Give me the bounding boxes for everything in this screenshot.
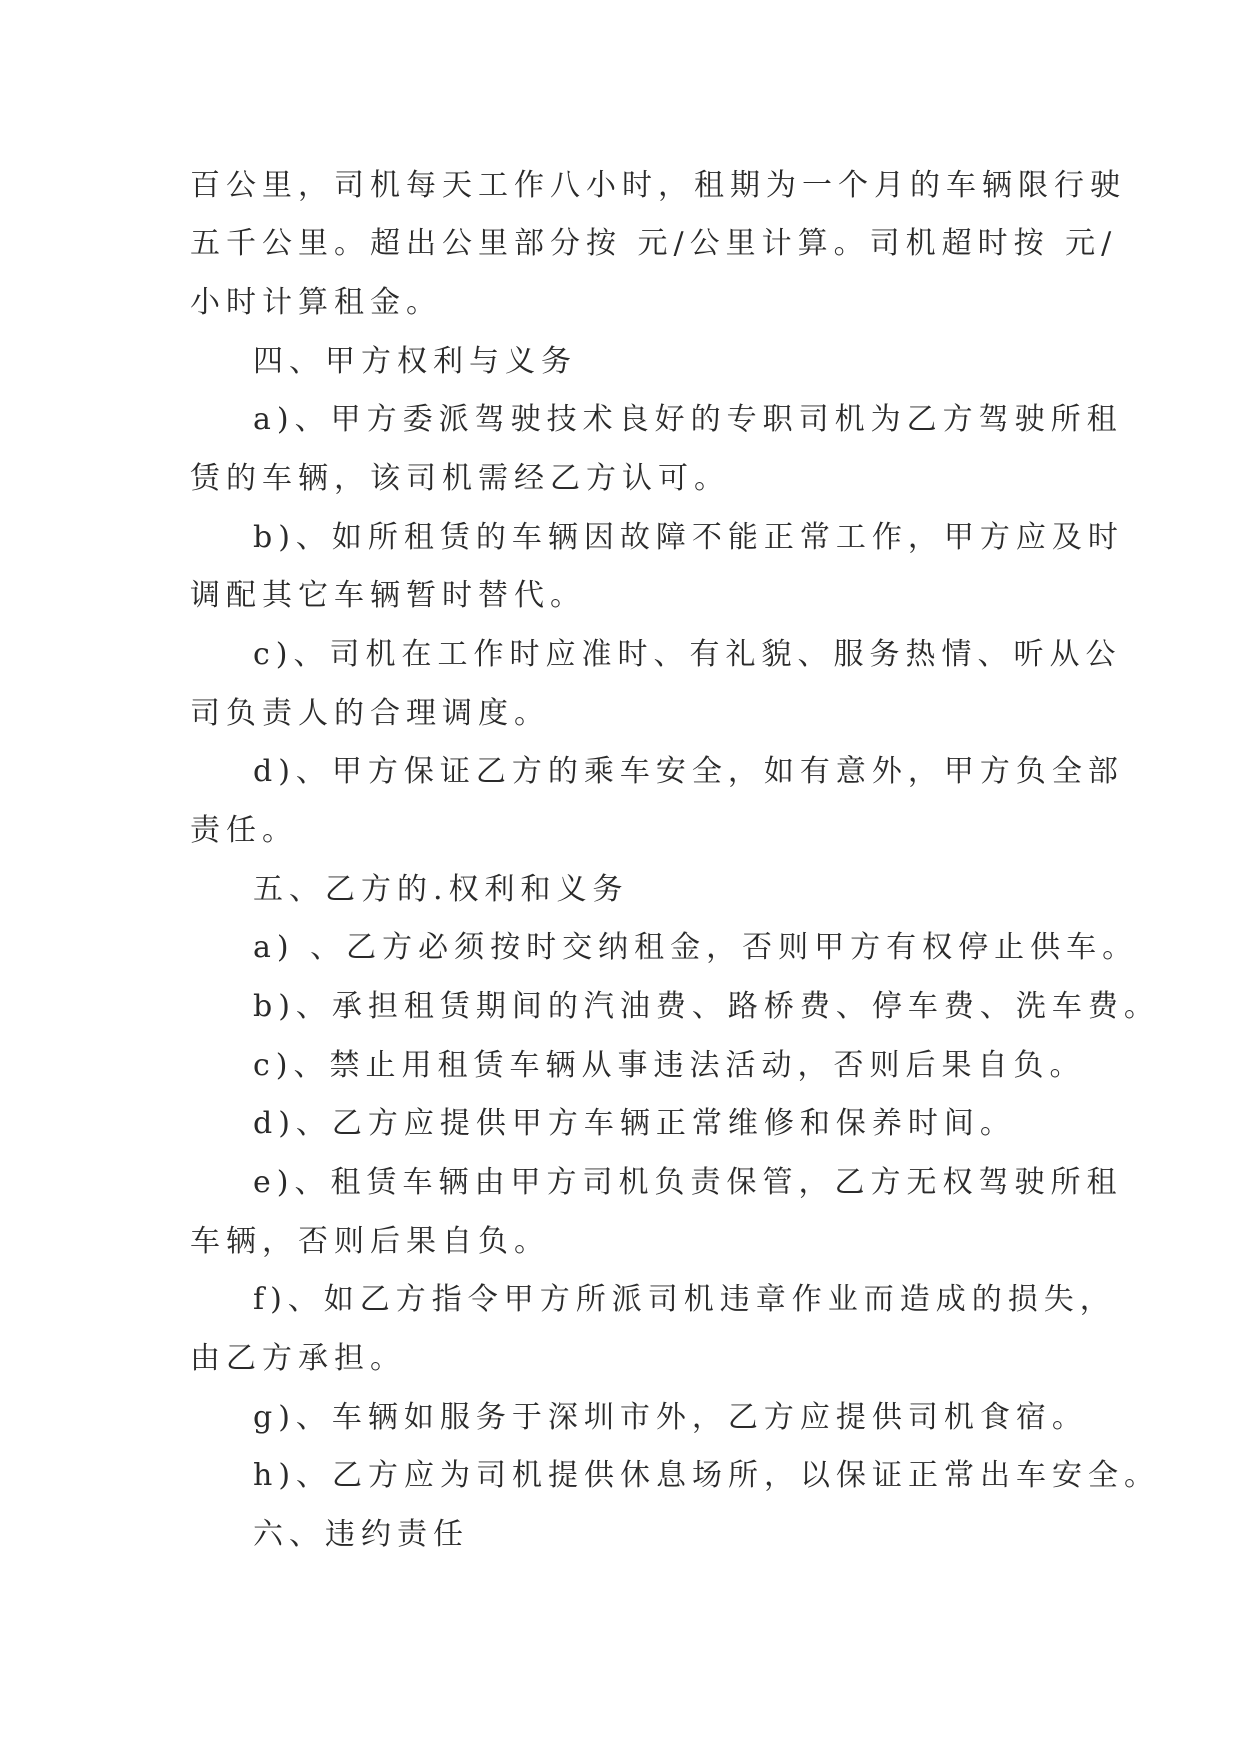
text-line: e)、租赁车辆由甲方司机负责保管，乙方无权驾驶所租: [253, 1165, 1123, 1200]
text-line: h)、乙方应为司机提供休息场所，以保证正常出车安全。: [253, 1458, 1161, 1493]
section-heading: 五、乙方的.权利和义务: [253, 872, 629, 907]
text-line: f)、如乙方指令甲方所派司机违章作业而造成的损失，: [253, 1282, 1116, 1317]
text-line: b)、如所租赁的车辆因故障不能正常工作，甲方应及时: [253, 520, 1124, 555]
text-line: c)、司机在工作时应准时、有礼貌、服务热情、听从公: [253, 637, 1122, 672]
text-line: b)、承担租赁期间的汽油费、路桥费、停车费、洗车费。: [253, 989, 1160, 1024]
text-line: 赁的车辆，该司机需经乙方认可。: [190, 461, 730, 496]
text-line: c)、禁止用租赁车辆从事违法活动，否则后果自负。: [253, 1048, 1086, 1083]
text-line: a) 、乙方必须按时交纳租金，否则甲方有权停止供车。: [253, 930, 1139, 965]
text-line: 由乙方承担。: [190, 1341, 406, 1376]
text-line: 百公里，司机每天工作八小时，租期为一个月的车辆限行驶: [190, 168, 1126, 203]
text-line: 五千公里。超出公里部分按 元/公里计算。司机超时按 元/: [190, 226, 1118, 261]
text-line: d)、甲方保证乙方的乘车安全，如有意外，甲方负全部: [253, 754, 1124, 789]
text-line: 小时计算租金。: [190, 285, 442, 320]
section-heading: 六、违约责任: [253, 1517, 469, 1552]
text-line: 责任。: [190, 813, 298, 848]
text-line: d)、乙方应提供甲方车辆正常维修和保养时间。: [253, 1106, 1016, 1141]
text-line: g)、车辆如服务于深圳市外，乙方应提供司机食宿。: [253, 1400, 1088, 1435]
text-line: 调配其它车辆暂时替代。: [190, 578, 586, 613]
text-line: a)、甲方委派驾驶技术良好的专职司机为乙方驾驶所租: [253, 402, 1123, 437]
text-line: 车辆，否则后果自负。: [190, 1224, 550, 1259]
text-line: 司负责人的合理调度。: [190, 696, 550, 731]
section-heading: 四、甲方权利与义务: [253, 344, 577, 379]
